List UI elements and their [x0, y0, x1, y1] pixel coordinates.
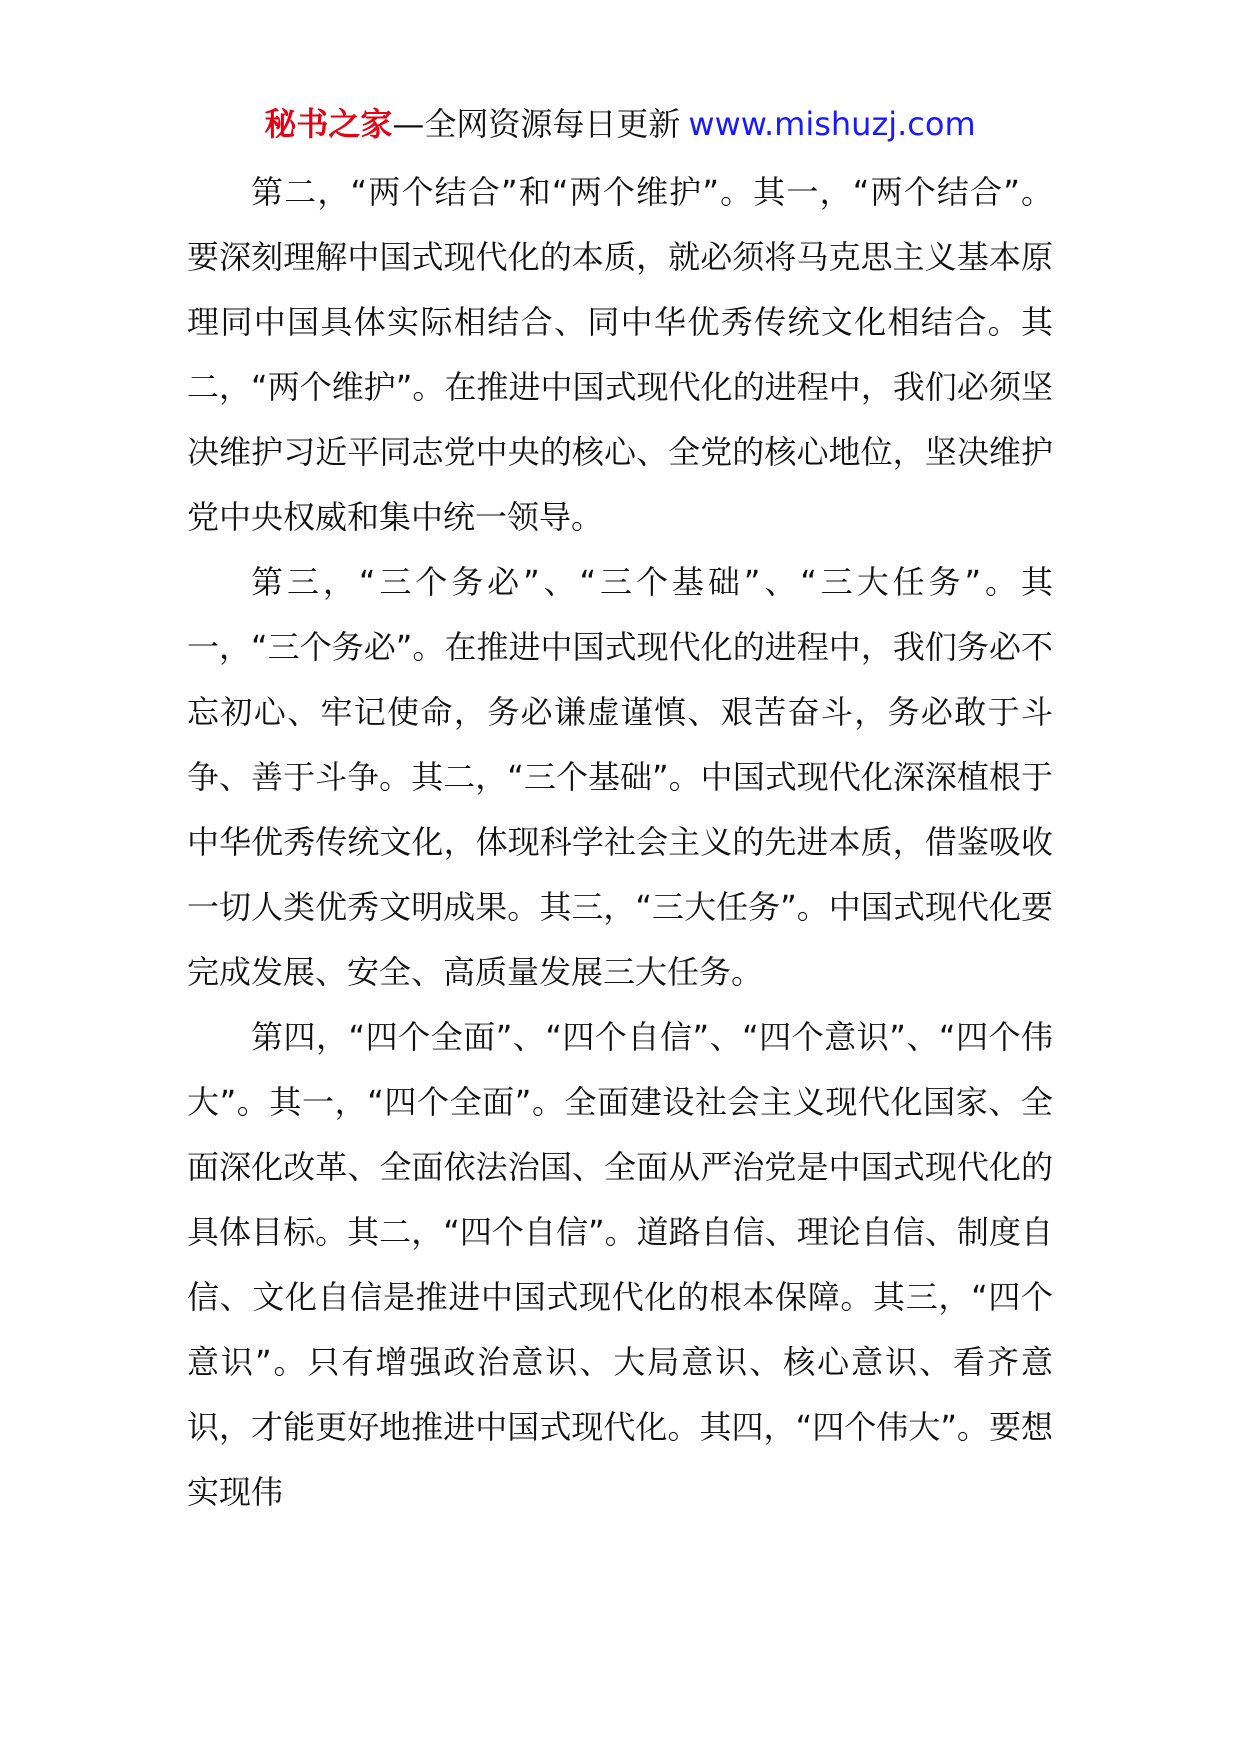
brand-name: 秘书之家 — [264, 105, 393, 143]
paragraph-fourth: 第四，“四个全面”、“四个自信”、“四个意识”、“四个伟大”。其一，“四个全面”。全面建设社会主义现代化国家、全面深化改革、全面依法治国、全面从严治党是中国式现代化的具体目标。其二，“四个自信”。道路自信、理论自信、制度自信、文化自信是推进中国式现代化的根本保障。其三，“四个意识”。只有增强政治意识、大局意识、核心意识、看齐意识，才能更好地推进中国式现代化。其四，“四个伟大”。要想实现伟 — [187, 1018, 1053, 1511]
site-url-link[interactable]: www.mishuzj.com — [688, 105, 976, 143]
paragraph-second: 第二，“两个结合”和“两个维护”。其一，“两个结合”。要深刻理解中国式现代化的本质，就必须将马克思主义基本原理同中国具体实际相结合、同中华优秀传统文化相结合。其二，“两个维护”。在推进中国式现代化的进程中，我们必须坚决维护习近平同志党中央的核心、全党的核心地位，坚决维护党中央权威和集中统一领导。 — [187, 173, 1053, 536]
page-header — [0, 100, 1240, 148]
document-body — [187, 160, 1053, 1525]
header-tagline: —全网资源每日更新 — [392, 105, 681, 143]
paragraph-third: 第三，“三个务必”、“三个基础”、“三大任务”。其一，“三个务必”。在推进中国式现代化的进程中，我们务必不忘初心、牢记使命，务必谦虚谨慎、艰苦奋斗，务必敢于斗争、善于斗争。其二，“三个基础”。中国式现代化深深植根于中华优秀传统文化，体现科学社会主义的先进本质，借鉴吸收一切人类优秀文明成果。其三，“三大任务”。中国式现代化要完成发展、安全、高质量发展三大任务。 — [187, 563, 1053, 991]
